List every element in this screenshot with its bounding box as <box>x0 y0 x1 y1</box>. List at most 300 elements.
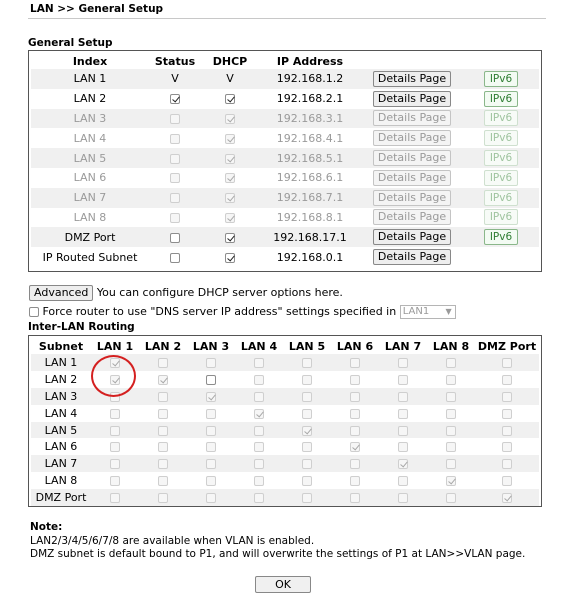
routing-cell <box>187 354 235 371</box>
routing-checkbox[interactable] <box>446 392 456 402</box>
routing-row-label: LAN 6 <box>31 438 91 455</box>
details-cell <box>361 148 463 168</box>
routing-checkbox[interactable] <box>158 358 168 368</box>
routing-checkbox[interactable] <box>110 493 120 503</box>
routing-cell <box>139 371 187 388</box>
ipv6-cell <box>463 109 539 129</box>
routing-checkbox[interactable] <box>302 375 312 385</box>
dhcp-checkbox[interactable] <box>225 154 235 164</box>
routing-cell <box>139 388 187 405</box>
details-page-button[interactable]: Details Page <box>373 110 451 126</box>
table-row <box>31 472 539 489</box>
status-cell <box>149 188 201 208</box>
routing-cell <box>331 455 379 472</box>
routing-col-header: Subnet <box>38 339 84 353</box>
status-cell <box>149 148 201 168</box>
details-page-button[interactable]: Details Page <box>373 249 451 265</box>
status-checkbox[interactable] <box>170 94 180 104</box>
status-checkbox[interactable] <box>170 233 180 243</box>
routing-cell <box>331 422 379 439</box>
routing-cell <box>139 405 187 422</box>
routing-cell <box>283 472 331 489</box>
col-index: Index <box>72 54 108 68</box>
routing-checkbox[interactable] <box>350 476 360 486</box>
status-checkbox[interactable] <box>170 173 180 183</box>
routing-checkbox[interactable] <box>350 409 360 419</box>
dhcp-checkbox[interactable] <box>225 114 235 124</box>
routing-cell <box>235 405 283 422</box>
routing-checkbox[interactable] <box>254 476 264 486</box>
ipv6-cell <box>463 89 539 109</box>
status-checkbox[interactable] <box>170 193 180 203</box>
table-row <box>31 438 539 455</box>
routing-cell <box>475 388 539 405</box>
routing-checkbox[interactable] <box>302 476 312 486</box>
ipv6-cell <box>463 208 539 228</box>
routing-cell <box>475 354 539 371</box>
routing-cell <box>283 455 331 472</box>
routing-checkbox[interactable] <box>158 409 168 419</box>
ipv6-button[interactable]: IPv6 <box>484 110 518 126</box>
ipv6-button[interactable]: IPv6 <box>484 229 518 245</box>
routing-cell <box>283 489 331 506</box>
routing-row-label: DMZ Port <box>31 489 91 506</box>
routing-checkbox[interactable] <box>398 493 408 503</box>
routing-cell <box>235 489 283 506</box>
routing-checkbox[interactable] <box>206 476 216 486</box>
lan-index: LAN 5 <box>31 148 149 168</box>
routing-checkbox[interactable] <box>350 493 360 503</box>
routing-checkbox[interactable] <box>446 426 456 436</box>
ip-address: 192.168.5.1 <box>259 148 361 168</box>
dhcp-cell <box>201 168 259 188</box>
details-cell <box>361 109 463 129</box>
routing-cell <box>427 354 475 371</box>
general-setup-title: General Setup <box>28 37 113 49</box>
status-cell <box>149 69 201 89</box>
routing-checkbox[interactable] <box>398 409 408 419</box>
table-row <box>31 405 539 422</box>
status-checkbox[interactable] <box>170 213 180 223</box>
routing-checkbox[interactable] <box>502 409 512 419</box>
details-page-button[interactable]: Details Page <box>373 150 451 166</box>
routing-cell <box>283 371 331 388</box>
routing-checkbox[interactable] <box>158 392 168 402</box>
routing-checkbox[interactable] <box>502 358 512 368</box>
lan-index: LAN 1 <box>31 69 149 89</box>
dhcp-checkbox[interactable] <box>225 134 235 144</box>
routing-checkbox[interactable] <box>350 392 360 402</box>
routing-checkbox[interactable] <box>350 358 360 368</box>
details-cell <box>361 227 463 247</box>
routing-cell <box>331 472 379 489</box>
routing-cell <box>235 354 283 371</box>
dhcp-text: V <box>226 72 234 86</box>
routing-cell <box>427 422 475 439</box>
table-row <box>31 208 539 228</box>
ipv6-cell <box>463 227 539 247</box>
routing-cell <box>331 438 379 455</box>
ipv6-button[interactable]: IPv6 <box>484 190 518 206</box>
note-line-1: LAN2/3/4/5/6/7/8 are available when VLAN is enabled. <box>30 535 315 547</box>
dhcp-checkbox[interactable] <box>225 233 235 243</box>
table-row <box>31 89 539 109</box>
routing-cell <box>91 422 139 439</box>
note-title: Note: <box>30 521 63 533</box>
routing-row-label: LAN 2 <box>31 371 91 388</box>
status-cell <box>149 227 201 247</box>
details-page-button[interactable]: Details Page <box>373 229 451 245</box>
routing-checkbox[interactable] <box>110 426 120 436</box>
dhcp-cell <box>201 109 259 129</box>
table-row <box>31 247 539 267</box>
advanced-row <box>29 285 343 301</box>
details-cell <box>361 128 463 148</box>
divider <box>28 18 546 19</box>
routing-checkbox[interactable] <box>254 392 264 402</box>
routing-checkbox[interactable] <box>158 442 168 452</box>
routing-cell <box>427 472 475 489</box>
ipv6-cell <box>463 128 539 148</box>
routing-cell <box>427 405 475 422</box>
routing-cell <box>91 405 139 422</box>
details-cell <box>361 89 463 109</box>
routing-cell <box>283 388 331 405</box>
routing-checkbox[interactable] <box>446 358 456 368</box>
dhcp-checkbox[interactable] <box>225 94 235 104</box>
routing-checkbox[interactable] <box>302 426 312 436</box>
routing-col-header: DMZ Port <box>477 339 537 353</box>
ok-button[interactable]: OK <box>255 576 311 593</box>
routing-cell <box>187 422 235 439</box>
routing-checkbox[interactable] <box>502 426 512 436</box>
routing-cell <box>283 354 331 371</box>
routing-checkbox[interactable] <box>502 442 512 452</box>
routing-cell <box>283 405 331 422</box>
lan-index: DMZ Port <box>31 227 149 247</box>
routing-checkbox[interactable] <box>206 493 216 503</box>
routing-checkbox[interactable] <box>110 476 120 486</box>
table-row <box>31 109 539 129</box>
status-checkbox[interactable] <box>170 134 180 144</box>
details-page-button[interactable]: Details Page <box>373 91 451 107</box>
details-page-button[interactable]: Details Page <box>373 209 451 225</box>
routing-checkbox[interactable] <box>398 459 408 469</box>
routing-col-header: LAN 2 <box>144 339 182 353</box>
routing-cell <box>379 472 427 489</box>
dhcp-checkbox[interactable] <box>225 193 235 203</box>
details-page-button[interactable]: Details Page <box>373 170 451 186</box>
details-cell <box>361 168 463 188</box>
routing-cell <box>475 455 539 472</box>
ipv6-button[interactable]: IPv6 <box>484 71 518 87</box>
dhcp-cell <box>201 148 259 168</box>
ip-address: 192.168.8.1 <box>259 208 361 228</box>
lan-index: LAN 2 <box>31 89 149 109</box>
routing-cell <box>235 455 283 472</box>
ip-address: 192.168.4.1 <box>259 128 361 148</box>
routing-cell <box>187 455 235 472</box>
routing-cell <box>475 438 539 455</box>
routing-cell <box>91 455 139 472</box>
routing-cell <box>379 405 427 422</box>
routing-row-label: LAN 8 <box>31 472 91 489</box>
ipv6-button[interactable]: IPv6 <box>484 170 518 186</box>
dns-lan-select[interactable] <box>400 305 456 319</box>
routing-checkbox[interactable] <box>254 358 264 368</box>
table-row <box>31 227 539 247</box>
general-setup-table-box <box>28 50 542 272</box>
routing-cell <box>91 438 139 455</box>
ip-address: 192.168.7.1 <box>259 188 361 208</box>
status-text: V <box>171 72 179 86</box>
status-cell <box>149 208 201 228</box>
dhcp-checkbox[interactable] <box>225 213 235 223</box>
inter-lan-routing-title: Inter-LAN Routing <box>28 321 135 333</box>
routing-cell <box>91 489 139 506</box>
routing-checkbox[interactable] <box>302 493 312 503</box>
ip-address: 192.168.0.1 <box>259 247 361 267</box>
routing-col-header: LAN 7 <box>384 339 422 353</box>
lan-index: IP Routed Subnet <box>31 247 149 267</box>
routing-cell <box>139 472 187 489</box>
table-row <box>31 148 539 168</box>
routing-checkbox[interactable] <box>158 459 168 469</box>
routing-checkbox[interactable] <box>398 442 408 452</box>
routing-row-label: LAN 1 <box>31 354 91 371</box>
routing-col-header: LAN 5 <box>288 339 326 353</box>
routing-checkbox[interactable] <box>302 442 312 452</box>
routing-col-header: LAN 6 <box>336 339 374 353</box>
routing-checkbox[interactable] <box>110 409 120 419</box>
dhcp-cell <box>201 69 259 89</box>
routing-checkbox[interactable] <box>350 375 360 385</box>
routing-cell <box>187 472 235 489</box>
routing-cell <box>379 354 427 371</box>
routing-checkbox[interactable] <box>398 426 408 436</box>
routing-checkbox[interactable] <box>254 426 264 436</box>
routing-checkbox[interactable] <box>158 375 168 385</box>
routing-cell <box>139 354 187 371</box>
routing-cell <box>427 489 475 506</box>
dhcp-checkbox[interactable] <box>225 253 235 263</box>
routing-row-label: LAN 5 <box>31 422 91 439</box>
routing-cell <box>283 422 331 439</box>
dhcp-cell <box>201 128 259 148</box>
details-page-button[interactable]: Details Page <box>373 71 451 87</box>
routing-cell <box>187 489 235 506</box>
routing-cell <box>427 371 475 388</box>
routing-checkbox[interactable] <box>350 442 360 452</box>
general-setup-table <box>31 53 539 267</box>
ipv6-cell <box>463 148 539 168</box>
routing-checkbox[interactable] <box>398 392 408 402</box>
routing-checkbox[interactable] <box>206 392 216 402</box>
routing-checkbox[interactable] <box>302 409 312 419</box>
routing-cell <box>331 405 379 422</box>
routing-cell <box>475 405 539 422</box>
details-page-button[interactable]: Details Page <box>373 130 451 146</box>
routing-checkbox[interactable] <box>446 375 456 385</box>
routing-checkbox[interactable] <box>254 375 264 385</box>
routing-col-header: LAN 4 <box>240 339 278 353</box>
routing-cell <box>475 489 539 506</box>
advanced-button[interactable]: Advanced <box>29 285 93 301</box>
details-cell <box>361 188 463 208</box>
routing-checkbox[interactable] <box>302 459 312 469</box>
routing-checkbox[interactable] <box>350 459 360 469</box>
status-cell <box>149 89 201 109</box>
col-dhcp: DHCP <box>212 54 248 68</box>
routing-cell <box>331 489 379 506</box>
highlight-circle <box>91 355 136 397</box>
force-dns-checkbox[interactable] <box>29 307 39 317</box>
routing-cell <box>379 422 427 439</box>
routing-cell <box>187 388 235 405</box>
routing-checkbox[interactable] <box>502 392 512 402</box>
ipv6-button[interactable]: IPv6 <box>484 150 518 166</box>
routing-checkbox[interactable] <box>502 476 512 486</box>
details-page-button[interactable]: Details Page <box>373 190 451 206</box>
routing-checkbox[interactable] <box>502 375 512 385</box>
routing-checkbox[interactable] <box>206 459 216 469</box>
force-dns-row <box>29 305 456 319</box>
routing-cell <box>379 371 427 388</box>
routing-cell <box>379 455 427 472</box>
table-row <box>31 128 539 148</box>
lan-index: LAN 6 <box>31 168 149 188</box>
col-ip-address: IP Address <box>276 54 344 68</box>
routing-cell <box>475 422 539 439</box>
ip-address: 192.168.17.1 <box>259 227 361 247</box>
note-line-2: DMZ subnet is default bound to P1, and will overwrite the settings of P1 at LAN>>VLAN page. <box>30 548 526 560</box>
table-row <box>31 455 539 472</box>
routing-checkbox[interactable] <box>446 442 456 452</box>
status-cell <box>149 128 201 148</box>
table-row <box>31 422 539 439</box>
routing-cell <box>379 438 427 455</box>
routing-checkbox[interactable] <box>398 476 408 486</box>
routing-cell <box>235 388 283 405</box>
routing-row-label: LAN 3 <box>31 388 91 405</box>
routing-cell <box>379 489 427 506</box>
ipv6-cell <box>463 69 539 89</box>
status-cell <box>149 168 201 188</box>
routing-cell <box>331 388 379 405</box>
routing-checkbox[interactable] <box>206 358 216 368</box>
routing-cell <box>187 438 235 455</box>
routing-checkbox[interactable] <box>350 426 360 436</box>
routing-cell <box>427 438 475 455</box>
ip-address: 192.168.2.1 <box>259 89 361 109</box>
ip-address: 192.168.3.1 <box>259 109 361 129</box>
routing-checkbox[interactable] <box>446 409 456 419</box>
ipv6-button[interactable]: IPv6 <box>484 130 518 146</box>
table-row <box>31 168 539 188</box>
routing-checkbox[interactable] <box>302 358 312 368</box>
routing-checkbox[interactable] <box>254 442 264 452</box>
routing-cell <box>427 388 475 405</box>
ipv6-cell <box>463 168 539 188</box>
routing-col-header: LAN 3 <box>192 339 230 353</box>
routing-checkbox[interactable] <box>206 426 216 436</box>
routing-checkbox[interactable] <box>446 493 456 503</box>
routing-checkbox[interactable] <box>158 476 168 486</box>
lan-index: LAN 4 <box>31 128 149 148</box>
routing-checkbox[interactable] <box>446 476 456 486</box>
dhcp-cell <box>201 227 259 247</box>
routing-cell <box>235 371 283 388</box>
ip-address: 192.168.1.2 <box>259 69 361 89</box>
status-checkbox[interactable] <box>170 253 180 263</box>
routing-cell <box>475 472 539 489</box>
status-checkbox[interactable] <box>170 114 180 124</box>
chevron-down-icon: ▼ <box>445 307 452 316</box>
details-cell <box>361 208 463 228</box>
routing-checkbox[interactable] <box>302 392 312 402</box>
routing-checkbox[interactable] <box>206 409 216 419</box>
ipv6-cell <box>463 247 539 267</box>
routing-checkbox[interactable] <box>110 459 120 469</box>
lan-index: LAN 7 <box>31 188 149 208</box>
routing-checkbox[interactable] <box>158 493 168 503</box>
dhcp-cell <box>201 89 259 109</box>
status-cell <box>149 247 201 267</box>
breadcrumb: LAN >> General Setup <box>30 3 164 15</box>
routing-cell <box>235 438 283 455</box>
table-row <box>31 188 539 208</box>
status-cell <box>149 109 201 129</box>
routing-checkbox[interactable] <box>206 442 216 452</box>
dhcp-checkbox[interactable] <box>225 173 235 183</box>
routing-cell <box>235 422 283 439</box>
col-status: Status <box>154 54 196 68</box>
routing-cell <box>139 455 187 472</box>
routing-row-label: LAN 7 <box>31 455 91 472</box>
routing-checkbox[interactable] <box>398 375 408 385</box>
routing-checkbox[interactable] <box>254 409 264 419</box>
routing-checkbox[interactable] <box>398 358 408 368</box>
ipv6-cell <box>463 188 539 208</box>
dns-lan-select-value: LAN1 <box>402 306 430 317</box>
routing-cell <box>331 371 379 388</box>
dhcp-cell <box>201 247 259 267</box>
routing-checkbox[interactable] <box>502 459 512 469</box>
routing-checkbox[interactable] <box>502 493 512 503</box>
routing-col-header: LAN 1 <box>96 339 134 353</box>
details-cell <box>361 69 463 89</box>
routing-row-label: LAN 4 <box>31 405 91 422</box>
status-checkbox[interactable] <box>170 154 180 164</box>
routing-checkbox[interactable] <box>158 426 168 436</box>
routing-cell <box>475 371 539 388</box>
routing-cell <box>139 422 187 439</box>
advanced-text: You can configure DHCP server options here. <box>96 286 343 299</box>
routing-checkbox[interactable] <box>110 442 120 452</box>
routing-checkbox[interactable] <box>254 493 264 503</box>
routing-checkbox[interactable] <box>206 375 216 385</box>
ipv6-button[interactable]: IPv6 <box>484 91 518 107</box>
routing-checkbox[interactable] <box>254 459 264 469</box>
routing-cell <box>187 405 235 422</box>
routing-checkbox[interactable] <box>446 459 456 469</box>
lan-index: LAN 3 <box>31 109 149 129</box>
routing-cell <box>283 438 331 455</box>
ipv6-button[interactable]: IPv6 <box>484 209 518 225</box>
details-cell <box>361 247 463 267</box>
force-dns-text: Force router to use "DNS server IP address" settings specified in <box>42 305 397 318</box>
dhcp-cell <box>201 188 259 208</box>
